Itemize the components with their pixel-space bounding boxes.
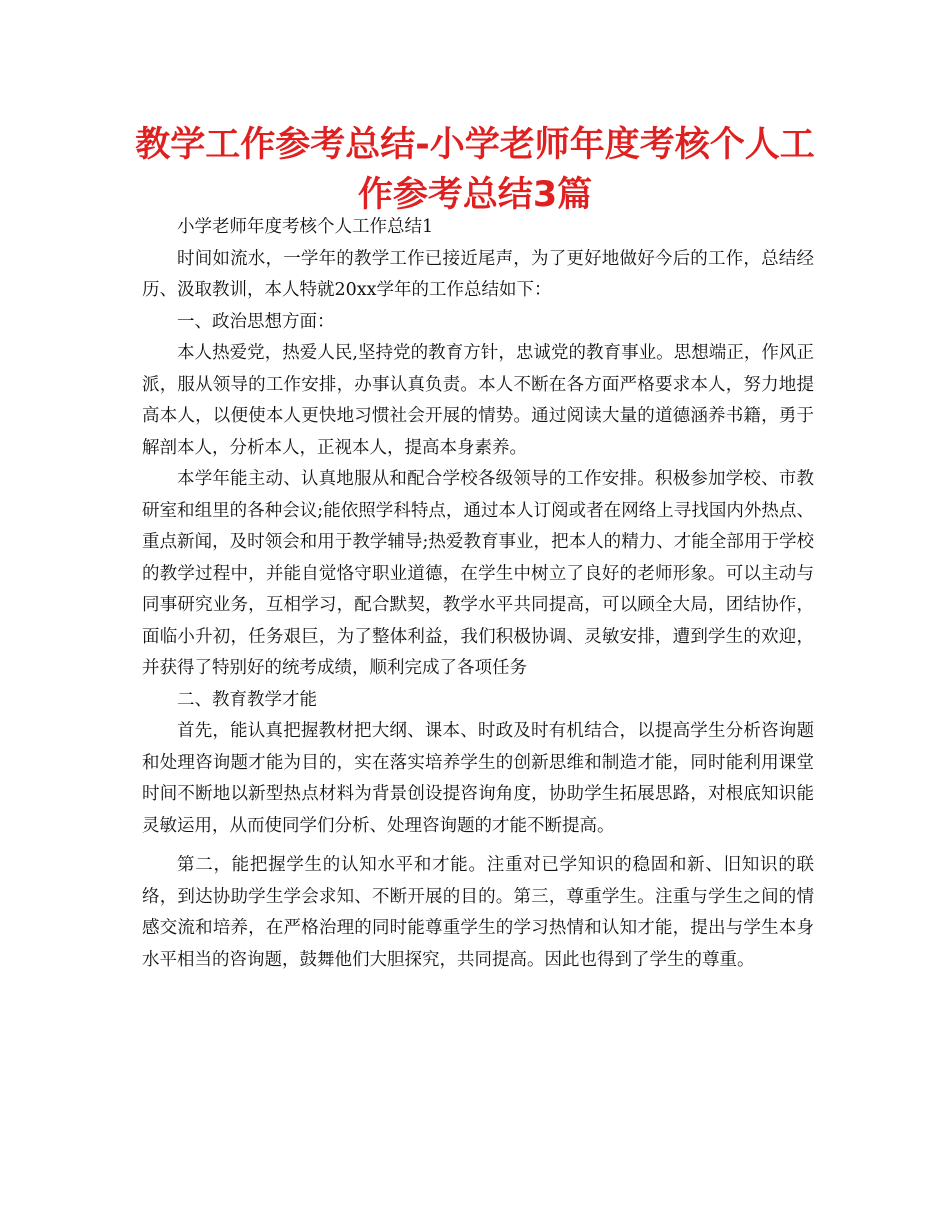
document-body — [142, 212, 814, 976]
section-heading-teaching: 二、教育教学才能 — [177, 689, 317, 710]
teaching-first-paragraph: 首先，能认真把握教材把大纲、课本、时政及时有机结合，以提高学生分析咨询题和处理咨询题才能为目的，实在落实培养学生的创新思维和制造才能，同时能利用课堂时间不断地以新型热点材料为背景创设提咨询角度，协助学生拓展思路，对根底知识能灵敏运用，从而使同学们分析、处理咨询题的才能不断提高。 — [142, 721, 814, 836]
document-title: 教学工作参考总结-小学老师年度考核个人工作参考总结3篇 — [135, 125, 815, 215]
teaching-second-paragraph: 第二，能把握学生的认知水平和才能。注重对已学知识的稳固和新、旧知识的联络，到达协助学生学会求知、不断开展的目的。第三，尊重学生。注重与学生之间的情感交流和培养，在严格治理的同时能尊重学生的学习热情和认知才能，提出与学生本身水平相当的咨询题，鼓舞他们大胆探究，共同提高。因此也得到了学生的尊重。 — [142, 855, 814, 970]
work-arrangement-paragraph: 本学年能主动、认真地服从和配合学校各级领导的工作安排。积极参加学校、市教研室和组里的各种会议;能依照学科特点，通过本人订阅或者在网络上寻找国内外热点、重点新闻，及时领会和用于教学辅导;热爱教育事业，把本人的精力、才能全部用于学校的教学过程中，并能自觉恪守职业道德，在学生中树立了良好的老师形象。可以主动与同事研究业务，互相学习，配合默契，教学水平共同提高，可以顾全大局，团结协作，面临小升初，任务艰巨，为了整体利益，我们积极协调、灵敏安排，遭到学生的欢迎，并获得了特别好的统考成绩，顺利完成了各项任务 — [142, 469, 814, 678]
intro-paragraph: 时间如流水，一学年的教学工作已接近尾声，为了更好地做好今后的工作，总结经历、汲取教训，本人特就20xx学年的工作总结如下： — [142, 248, 814, 300]
section-heading-politics: 一、政治思想方面： — [177, 311, 335, 332]
subtitle-paragraph: 小学老师年度考核个人工作总结1 — [177, 217, 434, 237]
politics-paragraph: 本人热爱党，热爱人民,坚持党的教育方针，忠诚党的教育事业。思想端正，作风正派，服从领导的工作安排，办事认真负责。本人不断在各方面严格要求本人，努力地提高本人，以便使本人更快地习惯社会开展的情势。通过阅读大量的道德涵养书籍，勇于解剖本人，分析本人，正视本人，提高本身素养。 — [142, 343, 814, 458]
